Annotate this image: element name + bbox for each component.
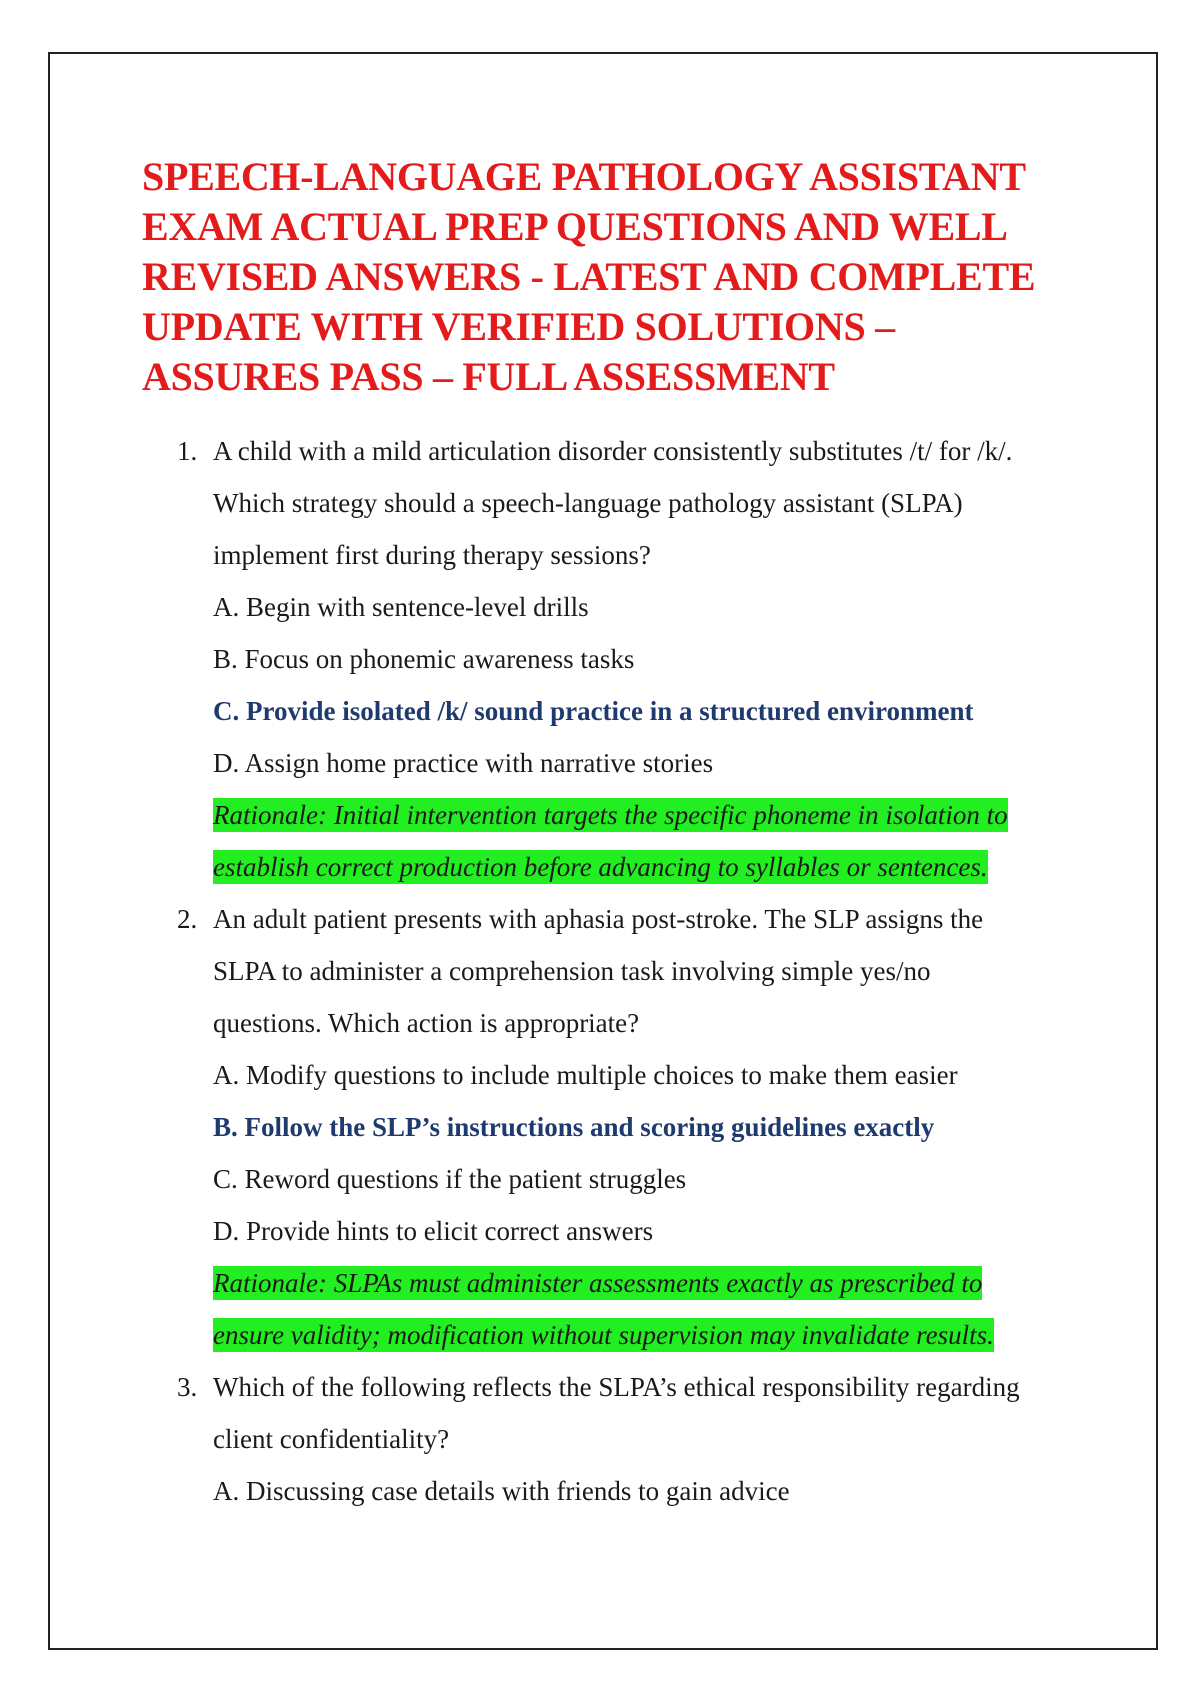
- rationale-line: [213, 1257, 1062, 1309]
- question-stem-line: SLPA to administer a comprehension task involving simple yes/no: [213, 956, 931, 986]
- question-1: [142, 425, 1062, 893]
- rationale-line: [213, 789, 1062, 841]
- option-b-correct-answer: B. Follow the SLP’s instructions and scoring guidelines exactly: [213, 1112, 935, 1142]
- question-2: [142, 893, 1062, 1361]
- option-c-correct-answer: C. Provide isolated /k/ sound practice in a structured environment: [213, 696, 974, 726]
- question-number: 2.: [177, 904, 198, 934]
- rationale-line: [213, 1309, 1062, 1361]
- question-3: [142, 1361, 1062, 1517]
- option-d: D. Provide hints to elicit correct answers: [213, 1216, 654, 1246]
- title-line: REVISED ANSWERS - LATEST AND COMPLETE: [142, 254, 1036, 299]
- option-d: D. Assign home practice with narrative stories: [213, 748, 714, 778]
- rationale-highlight: Rationale: SLPAs must administer assessments exactly as prescribed to: [213, 1268, 983, 1298]
- option-a: A. Discussing case details with friends to gain advice: [213, 1476, 790, 1506]
- option-a: A. Begin with sentence-level drills: [213, 592, 589, 622]
- question-stem-line: Which strategy should a speech-language pathology assistant (SLPA): [213, 488, 963, 518]
- option-a: A. Modify questions to include multiple choices to make them easier: [213, 1060, 958, 1090]
- rationale-highlight: establish correct production before advancing to syllables or sentences.: [213, 852, 988, 882]
- title-line: ASSURES PASS – FULL ASSESSMENT: [142, 354, 835, 399]
- title-line: EXAM ACTUAL PREP QUESTIONS AND WELL: [142, 204, 1008, 249]
- question-number: 1.: [177, 436, 198, 466]
- title-line: SPEECH-LANGUAGE PATHOLOGY ASSISTANT: [142, 154, 1026, 199]
- rationale-highlight: ensure validity; modification without supervision may invalidate results.: [213, 1320, 994, 1350]
- document-title: [142, 152, 1062, 402]
- question-number: 3.: [177, 1372, 198, 1402]
- question-stem-line: An adult patient presents with aphasia post-stroke. The SLP assigns the: [213, 904, 984, 934]
- question-stem-line: questions. Which action is appropriate?: [213, 1008, 640, 1038]
- question-list: [142, 425, 1062, 1517]
- title-line: UPDATE WITH VERIFIED SOLUTIONS –: [142, 304, 895, 349]
- option-c: C. Reword questions if the patient struggles: [213, 1164, 687, 1194]
- rationale-line: [213, 841, 1062, 893]
- question-stem-line: A child with a mild articulation disorder consistently substitutes /t/ for /k/.: [213, 436, 1013, 466]
- question-stem-line: client confidentiality?: [213, 1424, 450, 1454]
- question-stem-line: Which of the following reflects the SLPA’s ethical responsibility regarding: [213, 1372, 1020, 1402]
- option-b: B. Focus on phonemic awareness tasks: [213, 644, 635, 674]
- rationale-highlight: Rationale: Initial intervention targets the specific phoneme in isolation to: [213, 800, 1008, 830]
- question-stem-line: implement first during therapy sessions?: [213, 540, 651, 570]
